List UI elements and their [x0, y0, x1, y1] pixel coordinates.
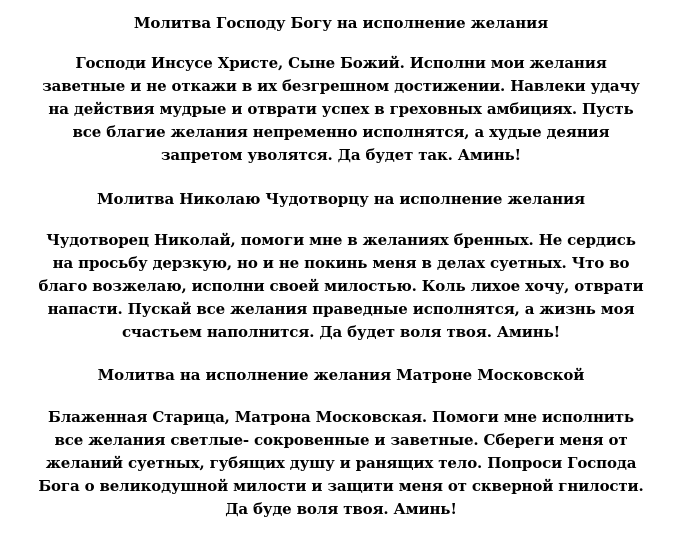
section-3-line-5: Да буде воля твоя. Аминь! [225, 500, 457, 518]
section-1-line-2: заветные и не откажи в их безгрешном достижении. Навлеки удачу [42, 77, 640, 95]
section-2-line-2: на просьбу дерзкую, но и не покинь меня в делах суетных. Что во [52, 254, 630, 272]
section-1-title: Молитва Господу Богу на исполнение желания [133, 14, 549, 32]
section-2-title: Молитва Николаю Чудотворцу на исполнение желания [97, 190, 585, 208]
section-1-line-1: Господи Инсусе Христе, Сыне Божий. Исполни мои желания [75, 54, 607, 72]
section-2-line-4: напасти. Пускай все желания праведные исполнятся, а жизнь моя [47, 300, 635, 318]
section-2-line-1: Чудотворец Николай, помоги мне в желаниях бренных. Не сердись [46, 231, 636, 249]
section-3-line-2: все желания светлые- сокровенные и заветные. Сбереги меня от [54, 431, 628, 449]
section-1-line-4: все благие желания непременно исполнятся, а худые деяния [72, 123, 610, 141]
section-1-line-3: на действия мудрые и отврати успех в греховных амбициях. Пусть [48, 100, 634, 118]
section-2-line-3: благо возжелаю, исполни своей милостью. Коль лихое хочу, отврати [38, 277, 644, 295]
section-3-title: Молитва на исполнение желания Матроне Московской [97, 366, 585, 384]
section-1-line-5: запретом уволятся. Да будет так. Аминь! [161, 146, 521, 164]
section-3-line-3: желаний суетных, губящих душу и ранящих тело. Попроси Господа [45, 454, 637, 472]
section-2-line-5: счастьем наполнится. Да будет воля твоя. Аминь! [121, 323, 561, 341]
section-3-line-4: Бога о великодушной милости и защити меня от скверной гнилости. [38, 477, 644, 495]
section-3-line-1: Блаженная Старица, Матрона Московская. Помоги мне исполнить [48, 408, 634, 426]
